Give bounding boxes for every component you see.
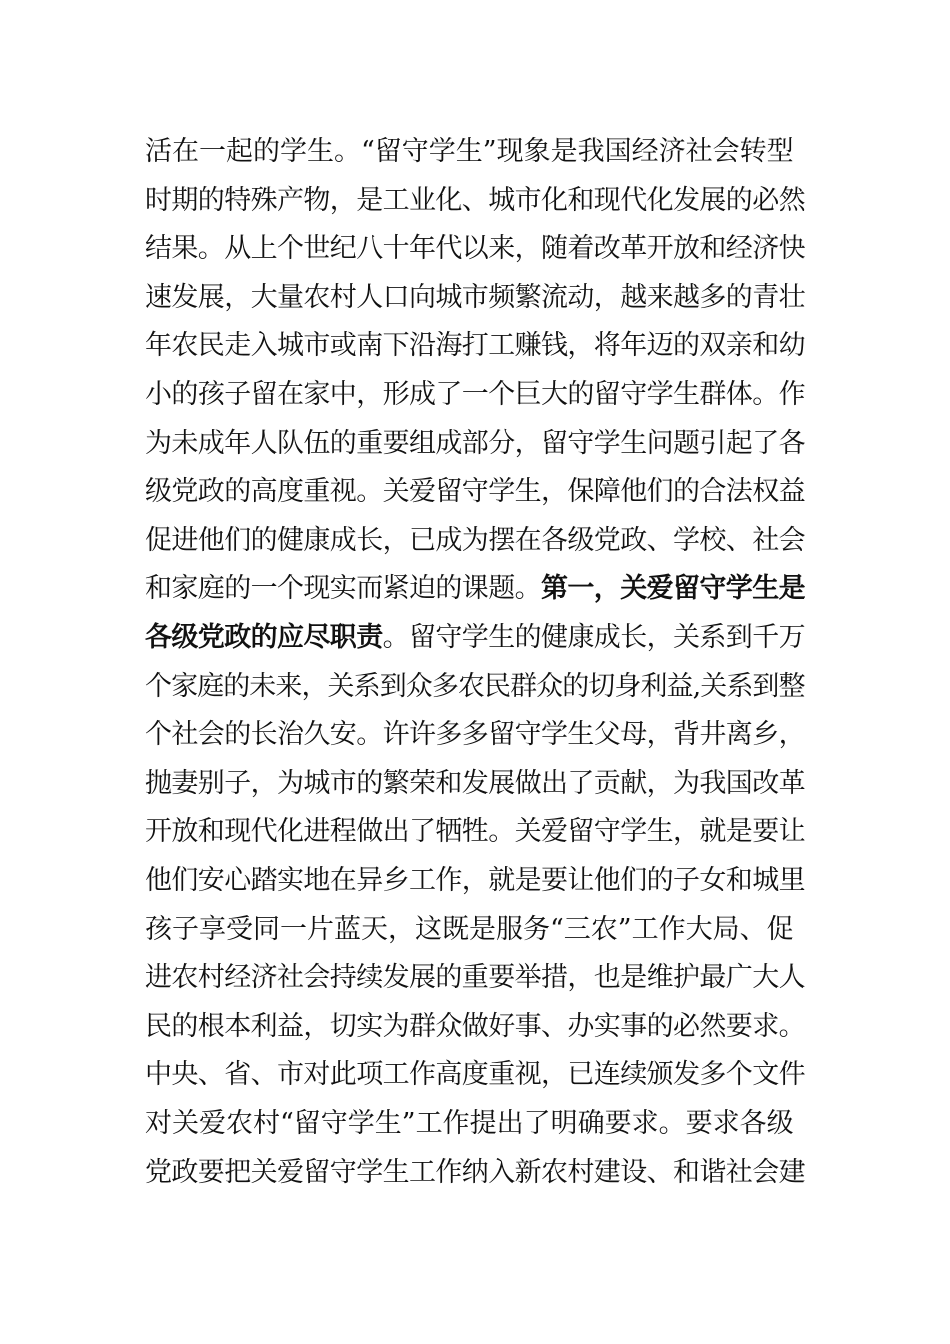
body-text: 进农村经济社会持续发展的重要举措，也是维护最广大人: [145, 962, 805, 994]
text-line: [145, 517, 805, 565]
body-text: 结果。从上个世纪八十年代以来，随着改革开放和经济快: [145, 233, 805, 265]
text-line: [145, 420, 805, 468]
text-line: [145, 906, 805, 954]
body-text: 速发展，大量农村人口向城市频繁流动，越来越多的青壮: [145, 281, 805, 313]
text-line: [145, 711, 805, 759]
text-line: [145, 808, 805, 856]
text-line: [145, 177, 805, 225]
body-text: 开放和现代化进程做出了牺牲。关爱留守学生，就是要让: [145, 816, 805, 848]
text-line: [145, 1100, 805, 1148]
text-line: [145, 857, 805, 905]
body-text: 个社会的长治久安。许许多多留守学生父母，背井离乡，: [145, 719, 805, 751]
text-line: [145, 322, 805, 370]
body-text: 级党政的高度重视。关爱留守学生，保障他们的合法权益: [145, 476, 805, 508]
text-line: [145, 371, 805, 419]
bold-heading-text: 各级党政的应尽职责: [145, 622, 383, 653]
text-line: [145, 565, 805, 613]
body-text: 个家庭的未来，关系到众多农民群众的切身利益,关系到整: [145, 670, 805, 702]
body-text: 年农民走入城市或南下沿海打工赚钱，将年迈的双亲和幼: [145, 330, 805, 362]
text-line: [145, 1051, 805, 1099]
body-text: 孩子享受同一片蓝天，这既是服务“三农”工作大局、促: [145, 913, 794, 945]
body-text: 抛妻别子，为城市的繁荣和发展做出了贡献，为我国改革: [145, 767, 805, 799]
body-text: 对关爱农村“留守学生”工作提出了明确要求。要求各级: [145, 1108, 794, 1139]
body-text: 。留守学生的健康成长，关系到千万: [382, 622, 805, 653]
text-line: [145, 468, 805, 516]
body-text: 和家庭的一个现实而紧迫的课题。: [145, 573, 541, 605]
text-line: [145, 954, 805, 1002]
body-text: 促进他们的健康成长，已成为摆在各级党政、学校、社会: [145, 524, 805, 556]
text-line: [145, 225, 805, 273]
bold-heading-text: 第一，关爱留守学生是: [541, 573, 805, 605]
text-line: [145, 760, 805, 808]
body-text: 党政要把关爱留守学生工作纳入新农村建设、和谐社会建: [145, 1156, 805, 1188]
body-text: 活在一起的学生。“留守学生”现象是我国经济社会转型: [145, 136, 794, 167]
text-line: [145, 1149, 805, 1197]
body-text: 小的孩子留在家中，形成了一个巨大的留守学生群体。作: [145, 379, 805, 410]
body-text: 中央、省、市对此项工作高度重视，已连续颁发多个文件: [145, 1059, 805, 1091]
body-text: 民的根本利益，切实为群众做好事、办实事的必然要求。: [145, 1010, 805, 1042]
text-line: [145, 663, 805, 711]
text-line: [145, 614, 805, 662]
text-line: [145, 128, 805, 176]
text-line: [145, 274, 805, 322]
body-text: 时期的特殊产物，是工业化、城市化和现代化发展的必然: [145, 184, 805, 216]
body-text: 为未成年人队伍的重要组成部分，留守学生问题引起了各: [145, 427, 805, 459]
body-text: 他们安心踏实地在异乡工作，就是要让他们的子女和城里: [145, 865, 805, 896]
text-line: [145, 1003, 805, 1051]
